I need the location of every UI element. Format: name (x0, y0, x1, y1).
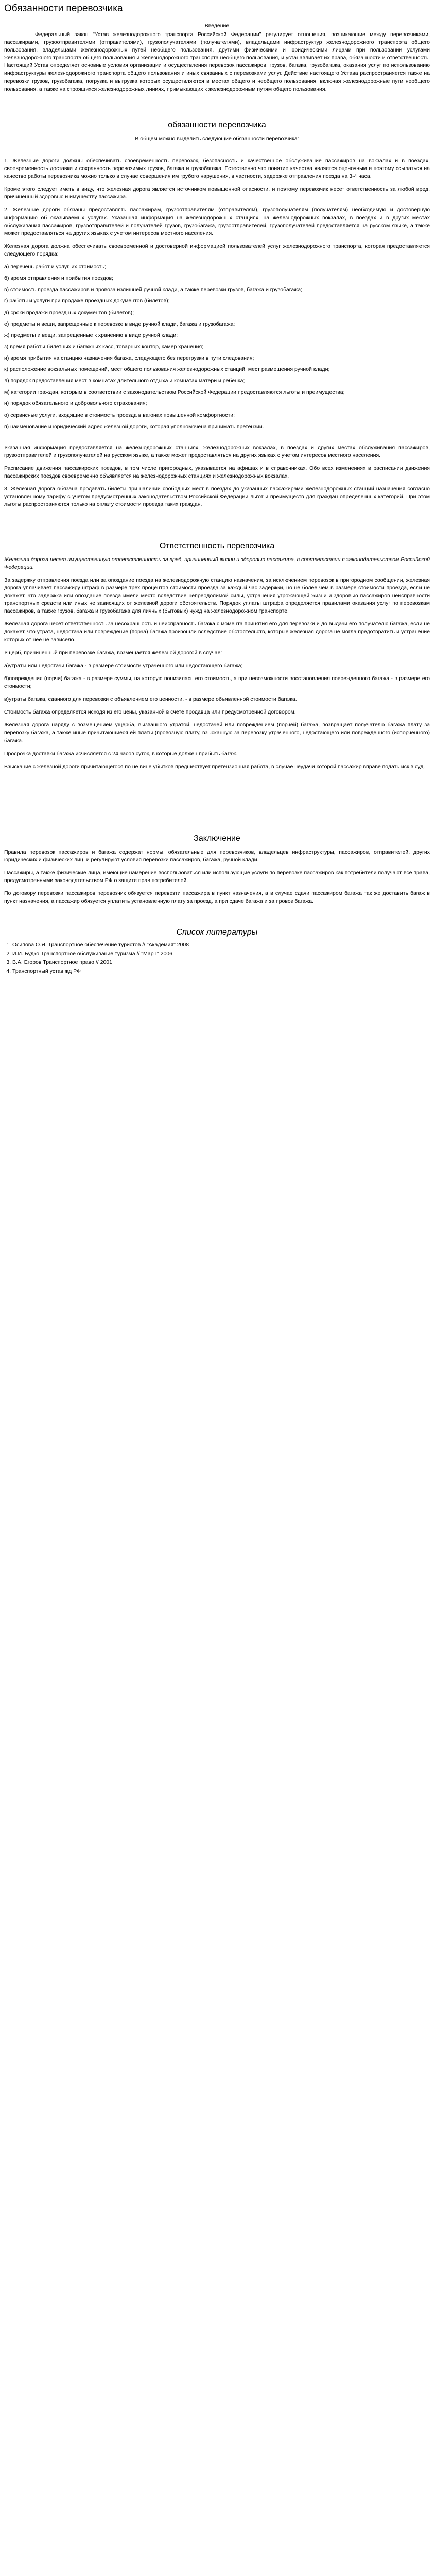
conclusion-section (4, 833, 430, 906)
list-item: и) время прибытия на станцию назначения багажа, следующего без перегрузки в пути следования; (4, 355, 254, 361)
responsibility-paragraph: Просрочка доставки багажа исчисляется с 24 часов суток, в которые должен прибыть багаж. (4, 750, 238, 757)
after-list-paragraph: Расписание движения пассажирских поездов, в том числе пригородных, указывается на афишах и в справочниках. Обо всех изменениях в расписании движения пассажирских поездов своевременно объявляется на железнодорожных станциях и железнодорожных вокзалах. (4, 465, 430, 480)
conclusion-heading: Заключение (194, 834, 240, 843)
responsibility-paragraph: Стоимость багажа определяется исходя из его цены, указанной в счете продавца или предусмотренной договором. (4, 709, 296, 716)
reference-item: 3. В.А. Егоров Транспортное право // 2001 (12, 959, 430, 967)
list-item: н) порядок обязательного и добровольного страхования; (4, 400, 147, 407)
page-title: Обязанности перевозчика (4, 3, 123, 14)
list-item: д) сроки продажи проездных документов (билетов); (4, 309, 134, 316)
responsibility-paragraph: Железная дорога несет ответственность за несохранность и неисправность багажа с момента принятия его для перевозки и до выдачи его получателю багажа, если не докажет, что утрата, недостача или повреждение (порча) багажа произошли вследствие обстоятельств, которые железная дорога не могла предотвратить и устранение которых от нее не зависело. (4, 621, 430, 643)
duty-paragraph: 1. Железные дороги должны обеспечивать своевременность перевозок, безопасность и качественное обслуживание пассажиров на вокзалах и в поездах, своевременность доставки и сохранность перевозимых грузов, багажа и грузобагажа. Естественно что понятие качества является оценочным и поэтому ссылаться на качество работы перевозчика можно только в случае совершения им грубого нарушения, в частности, задержке отправления поезда на 3-4 часа. (4, 157, 430, 180)
responsibility-paragraph: Железная дорога несет имущественную ответственность за вред, причиненный жизни и здоровью пассажира, в соответствии с законодательством Российской Федерации. (4, 556, 430, 570)
list-item: л) порядок предоставления мест в комнатах длительного отдыха и комнатах матери и ребенка; (4, 378, 245, 384)
list-item: ж) предметы и вещи, запрещенные к хранению в виде ручной клади; (4, 332, 178, 338)
introduction-heading: Введение (204, 22, 230, 29)
list-item: б) время отправления и прибытия поездов; (4, 275, 114, 282)
introduction-text: Федеральный закон "Устав железнодорожного транспорта Российской Федерации" регулирует отношения, возникающие между перевозчиками, пассажирами, грузоотправителями (отправителями), грузополучателями (получателями), владельцами инфраструктур железнодорожного транспорта общего пользования, владельцами железнодорожных путей необщего пользования, другими физическими и юридическими лицами при пользовании услугами железнодорожного транспорта общего пользования и железнодорожного транспорта необщего пользования, и устанавливает их права, обязанности и ответственность. Настоящий Устав определяет основные условия организации и осуществления перевозок пассажиров, грузов, багажа, грузобагажа, оказания услуг по использованию инфраструктуры железнодорожного транспорта общего пользования и иных связанных с перевозками услуг. Действие настоящего Устава распространяется также на перевозки грузов, грузобагажа, погрузка и выгрузка которых осуществляются в местах общего и необщего пользования, включая железнодорожные пути необщего пользования, а также на строящихся железнодорожных линиях, примыкающих к железнодорожным путям общего пользования. (4, 31, 430, 92)
info-list (4, 263, 430, 431)
responsibility-heading: Ответственность перевозчика (159, 541, 275, 550)
duty-paragraph: 2. Железные дороги обязаны предоставлять пассажирам, грузоотправителям (отправителям), грузополучателям (получателям) необходимую и достоверную информацию об оказываемых услугах. Указанная информация на железнодорожных станциях, на железнодорожных вокзалах, в поездах и в других местах обслуживания пассажиров, грузоотправителей и получателей грузов, грузобагажа, грузоотправителей, грузополучателей предоставляется на русском языке, а также может предоставляться на других языках с учетом интересов местного населения. (4, 207, 430, 236)
duty-paragraph: Железная дорога должна обеспечивать своевременной и достоверной информацией пользователей услуг железнодорожного транспорта, которая предоставляется следующего порядка: (4, 243, 430, 258)
responsibility-paragraph: За задержку отправления поезда или за опоздание поезда на железнодорожную станцию назначения, за исключением перевозок в пригородном сообщении, железная дорога уплачивает пассажиру штраф в размере трех процентов стоимости проезда за каждый час задержки, но не более чем в размере стоимости проезда, если не докажет, что задержка или опоздание поезда имели место вследствие непреодолимой силы, устранения угрожающей жизни и здоровью пассажиров неисправности транспортных средств или иных не зависящих от железной дороги обстоятельств. Порядок уплаты штрафа определяется правилами оказания услуг по перевозкам пассажиров, а также грузов, багажа и грузобагажа для личных (бытовых) нужд на железнодорожном транспорте. (4, 577, 430, 615)
list-item: е) предметы и вещи, запрещенные к перевозке в виде ручной клади, багажа и грузобагажа; (4, 320, 235, 327)
duty-paragraph: Кроме этого следует иметь в виду, что железная дорога является источником повышенной опасности, и поэтому перевозчик несет ответственность за любой вред, причиненный здоровью и имуществу пассажира. (4, 186, 430, 200)
list-item: з) время работы билетных и багажных касс, товарных контор, камер хранения; (4, 343, 204, 350)
conclusion-paragraph: Пассажиры, а также физические лица, имеющие намерение воспользоваться или использующие услуги по перевозке пассажиров как потребители получают все права, предусмотренными законодательством РФ о защите прав потребителей. (4, 870, 430, 884)
introduction-section (4, 22, 430, 93)
conclusion-paragraph: Правила перевозок пассажиров и багажа содержат нормы, обязательные для перевозчиков, владельцев инфраструктуры, пассажиров, отправителей, других юридических и физических лиц, и регулируют условия перевозки пассажиров, багажа, ручной клади. (4, 849, 430, 863)
responsibility-paragraph: Железная дорога наряду с возмещением ущерба, вызванного утратой, недостачей или повреждением (порчей) багажа, возвращает получателю багажа плату за перевозку багажа, а также иные причитающиеся ей платы (провозную плату, взысканную за перевозку утраченного, недостающего или поврежденного (испорченного) багажа. (4, 722, 430, 744)
list-item: а) перечень работ и услуг, их стоимость; (4, 264, 106, 270)
list-item: м) категории граждан, которым в соответствии с законодательством Российской Федерации предоставляются льготы и преимущества; (4, 389, 345, 396)
conclusion-paragraph: По договору перевозки пассажиров перевозчик обязуется перевезти пассажира в пункт назначения, а в случае сдачи пассажиром багажа так же доставить багаж в пункт назначения, а пассажир обязуется уплатить установленную плату за проезд, а при сдаче багажа и за провоз багажа. (4, 890, 430, 905)
reference-item: 1. Осипова О.Я. Транспортное обеспечение туристов // "Академия" 2008 (12, 941, 430, 949)
list-item: г) работы и услуги при продаже проездных документов (билетов); (4, 298, 170, 304)
duties-section (4, 119, 430, 509)
responsibility-paragraph: б)повреждения (порчи) багажа - в размере суммы, на которую понизилась его стоимость, а при невозможности восстановления поврежденного багажа - в размере его стоимости; (4, 675, 430, 689)
responsibility-paragraph: Взыскание с железной дороги причитающегося по не вине убытков предшествует претензионная работа, в случае неудачи которой пассажир вправе подать иск в суд. (4, 763, 425, 770)
duties-heading: обязанности перевозчика (168, 120, 266, 129)
duties-subheading: В общем можно выделить следующие обязанности перевозчика: (135, 135, 299, 142)
references-section (4, 926, 430, 975)
after-list-paragraph: 3. Железная дорога обязана продавать билеты при наличии свободных мест в поездах до указанных пассажирами железнодорожных станций назначения согласно установленному тарифу с учетом предусмотренных законодательством Российской Федерации льгот и преимуществ для граждан определенных категорий. При этом льготы распространяются только на оплату стоимости проезда таких граждан. (4, 486, 430, 508)
list-item: в) стоимость проезда пассажиров и провоза излишней ручной клади, а также перевозки грузов, багажа и грузобагажа; (4, 286, 302, 293)
responsibility-paragraph: в)утраты багажа, сданного для перевозки с объявлением его ценности, - в размере объявленной стоимости багажа. (4, 696, 297, 703)
responsibility-section (4, 540, 430, 771)
list-item: к) расположение вокзальных помещений, мест общего пользования железнодорожных станций, мест размещения ручной клади; (4, 366, 330, 373)
responsibility-paragraph: Ущерб, причиненный при перевозке багажа, возмещается железной дорогой в случае: (4, 649, 222, 656)
responsibility-paragraph: а)утраты или недостачи багажа - в размере стоимости утраченного или недостающего багажа; (4, 662, 243, 669)
list-item: п) наименование и юридический адрес железной дороги, которая уполномочена принимать претензии. (4, 423, 264, 430)
references-list (4, 941, 430, 975)
references-heading: Список литературы (176, 927, 258, 937)
reference-item: 4. Транспортный устав жд РФ (12, 968, 430, 975)
reference-item: 2. И.И. Будко Транспортное обслуживание туризма // "МарТ" 2006 (12, 950, 430, 958)
list-item: о) сервисные услуги, входящие в стоимость проезда в вагонах повышенной комфортности; (4, 412, 235, 418)
after-list-paragraph: Указанная информация предоставляется на железнодорожных станциях, железнодорожных вокзалах, в поездах и других местах обслуживания пассажиров, грузоотправителей и грузополучателей на русском языке, а также может предоставляться на других языках с учетом интересов местного населения. (4, 444, 430, 459)
